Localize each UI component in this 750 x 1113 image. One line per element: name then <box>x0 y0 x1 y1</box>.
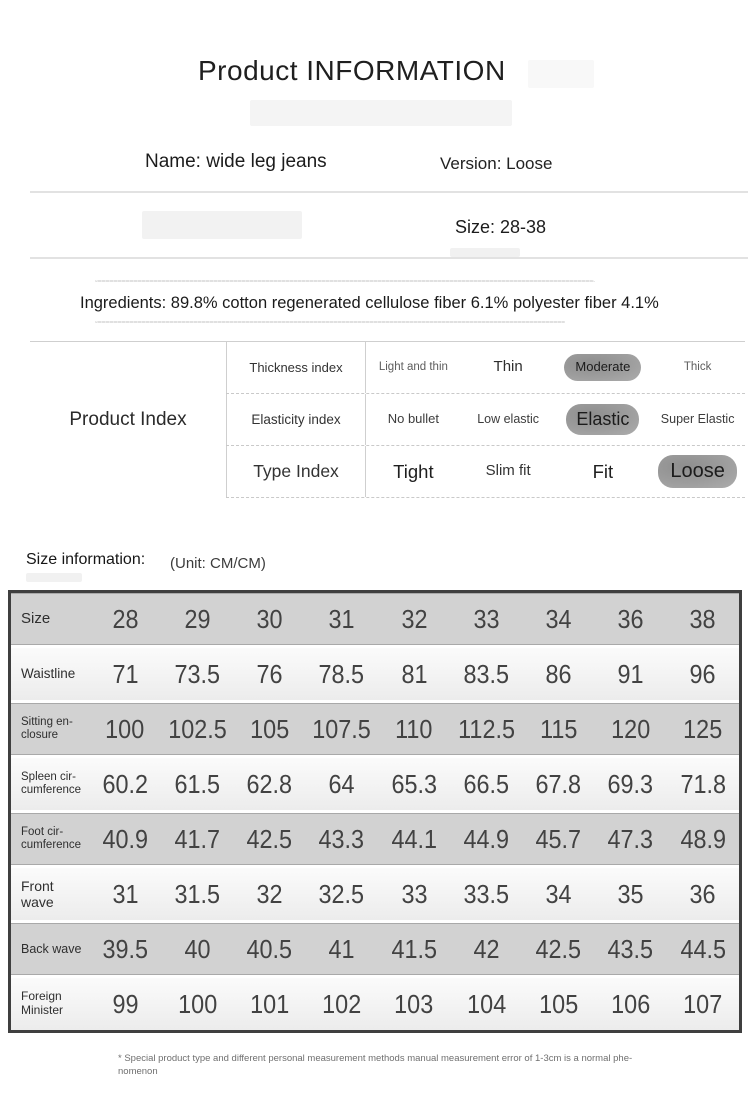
product-name: Name: wide leg jeans <box>145 151 327 172</box>
selected-pill: Moderate <box>564 354 641 380</box>
size-cell: 110 <box>395 713 433 744</box>
size-cell: 106 <box>611 988 651 1019</box>
size-cell: 112.5 <box>457 713 515 744</box>
index-option: Tight <box>393 460 434 482</box>
size-table-row <box>11 813 739 868</box>
size-table <box>8 590 742 1033</box>
size-cell: 99 <box>112 988 139 1019</box>
size-cell: 42.5 <box>246 823 293 854</box>
index-option-selected <box>556 394 651 445</box>
index-row-label: Thickness index <box>226 342 366 393</box>
product-index-row <box>226 342 745 394</box>
size-row-label: Back wave <box>21 941 82 956</box>
size-cell: 43.5 <box>607 933 654 964</box>
size-cell: 61.5 <box>174 768 221 799</box>
size-cell: 81 <box>400 658 428 689</box>
translation-ghost <box>528 60 594 88</box>
product-index-table <box>30 341 745 498</box>
product-index-rows <box>226 342 745 498</box>
index-option-selected <box>556 342 651 393</box>
size-cell: 42 <box>473 933 500 964</box>
size-cell: 28 <box>112 603 139 634</box>
size-cell: 29 <box>184 603 211 634</box>
size-row-label: Waistline <box>21 666 76 682</box>
size-cell: 44.1 <box>391 823 437 854</box>
size-cell: 105 <box>250 713 290 744</box>
size-cell: 91 <box>617 658 644 689</box>
size-cell: 41.7 <box>174 823 221 854</box>
size-cell: 30 <box>256 603 283 634</box>
size-cell: 47.3 <box>607 823 654 854</box>
footnote <box>118 1052 658 1079</box>
index-option: Super Elastic <box>660 411 735 426</box>
size-cell: 33 <box>473 603 500 634</box>
size-cell: 43.3 <box>318 823 365 854</box>
size-cell: 32 <box>400 603 428 634</box>
product-version: Version: Loose <box>440 154 553 173</box>
product-index-row <box>226 446 745 498</box>
size-cell: 40.5 <box>246 933 293 964</box>
size-cell: 83.5 <box>463 658 509 689</box>
index-option: Fit <box>592 460 614 482</box>
index-row-label: Elasticity index <box>226 394 366 445</box>
translation-ghost <box>250 100 512 126</box>
size-table-row <box>11 978 739 1030</box>
size-cell: 36 <box>617 603 644 634</box>
index-option: Thin <box>493 358 523 376</box>
size-info-heading: Size information: <box>26 551 146 568</box>
index-option-selected <box>650 446 745 497</box>
size-cell: 31 <box>328 603 355 634</box>
size-row-label: Spleen cir-cumference <box>21 770 82 796</box>
size-cell: 34 <box>545 878 572 909</box>
size-table-row <box>11 593 739 648</box>
size-cell: 101 <box>250 988 290 1019</box>
size-cell: 44.5 <box>680 933 726 964</box>
size-cell: 73.5 <box>174 658 221 689</box>
size-row-label: Sitting en-closure <box>21 715 73 741</box>
size-cell: 96 <box>689 658 716 689</box>
index-options <box>366 394 745 445</box>
selected-pill: Loose <box>658 455 737 488</box>
size-cell: 45.7 <box>535 823 582 854</box>
index-options <box>366 342 745 393</box>
size-cell: 60.2 <box>102 768 148 799</box>
size-cell: 62.8 <box>246 768 293 799</box>
size-cell: 64 <box>328 768 355 799</box>
index-option: Slim fit <box>485 462 531 480</box>
size-cell: 69.3 <box>607 768 654 799</box>
size-table-row <box>11 868 739 923</box>
size-cell: 32 <box>256 878 283 909</box>
translation-ghost <box>95 321 565 323</box>
size-table-row <box>11 923 739 978</box>
size-cell: 66.5 <box>463 768 509 799</box>
size-cell: 67.8 <box>535 768 582 799</box>
size-cell: 103 <box>394 988 434 1019</box>
size-cell: 120 <box>611 713 651 744</box>
index-option: Low elastic <box>477 411 540 426</box>
page-title: Product INFORMATION <box>198 55 506 86</box>
size-cell: 33 <box>400 878 428 909</box>
size-cell: 31 <box>112 878 139 909</box>
translation-ghost <box>450 248 520 257</box>
size-cell: 102.5 <box>168 713 227 744</box>
size-row-label: Foot cir-cumference <box>21 825 82 851</box>
size-table-row <box>11 648 739 703</box>
footnote-line: nomenon <box>118 1066 158 1078</box>
size-cell: 44.9 <box>463 823 509 854</box>
size-cell: 100 <box>177 988 217 1019</box>
index-options <box>366 446 745 497</box>
size-cell: 102 <box>322 988 362 1019</box>
size-cell: 105 <box>538 988 578 1019</box>
index-option: Thick <box>683 361 712 374</box>
divider <box>30 191 748 193</box>
size-cell: 32.5 <box>318 878 365 909</box>
index-row-label: Type Index <box>226 446 366 497</box>
index-option: No bullet <box>387 411 440 427</box>
size-cell: 31.5 <box>174 878 221 909</box>
footnote-line: * Special product type and different personal measurement methods manual measurement error of 1-3cm is a normal phe- <box>118 1053 633 1064</box>
size-cell: 104 <box>466 988 506 1019</box>
selected-pill: Elastic <box>566 404 639 435</box>
size-cell: 71.8 <box>680 768 726 799</box>
size-table-row <box>11 703 739 758</box>
size-cell: 39.5 <box>102 933 148 964</box>
product-index-title: Product Index <box>69 409 187 430</box>
size-cell: 65.3 <box>391 768 437 799</box>
size-cell: 42.5 <box>535 933 582 964</box>
size-cell: 33.5 <box>463 878 509 909</box>
size-cell: 100 <box>105 713 145 744</box>
translation-ghost <box>26 573 82 582</box>
size-cell: 71 <box>112 658 139 689</box>
size-row-label: Size <box>21 610 51 628</box>
size-cell: 38 <box>689 603 716 634</box>
size-cell: 78.5 <box>318 658 365 689</box>
size-cell: 40 <box>184 933 211 964</box>
size-row-label: Foreign Minister <box>21 989 64 1017</box>
size-cell: 41.5 <box>391 933 437 964</box>
size-cell: 36 <box>689 878 716 909</box>
translation-ghost <box>95 280 595 282</box>
size-row-label: Front wave <box>21 877 54 910</box>
size-cell: 40.9 <box>102 823 148 854</box>
unit-label: (Unit: CM/CM) <box>170 555 266 572</box>
ingredients-text: Ingredients: 89.8% cotton regenerated cellulose fiber 6.1% polyester fiber 4.1% <box>80 294 659 312</box>
size-cell: 107.5 <box>312 713 372 744</box>
size-cell: 86 <box>545 658 572 689</box>
size-cell: 76 <box>256 658 283 689</box>
size-cell: 107 <box>683 988 723 1019</box>
translation-ghost <box>142 211 302 239</box>
size-table-row <box>11 758 739 813</box>
size-cell: 34 <box>545 603 572 634</box>
product-index-row <box>226 394 745 446</box>
size-cell: 115 <box>539 713 578 744</box>
index-option: Light and thin <box>378 361 448 374</box>
size-cell: 48.9 <box>680 823 726 854</box>
product-size-range: Size: 28-38 <box>455 217 547 237</box>
size-cell: 35 <box>617 878 644 909</box>
size-cell: 41 <box>328 933 355 964</box>
size-cell: 125 <box>683 713 723 744</box>
divider <box>30 257 748 259</box>
